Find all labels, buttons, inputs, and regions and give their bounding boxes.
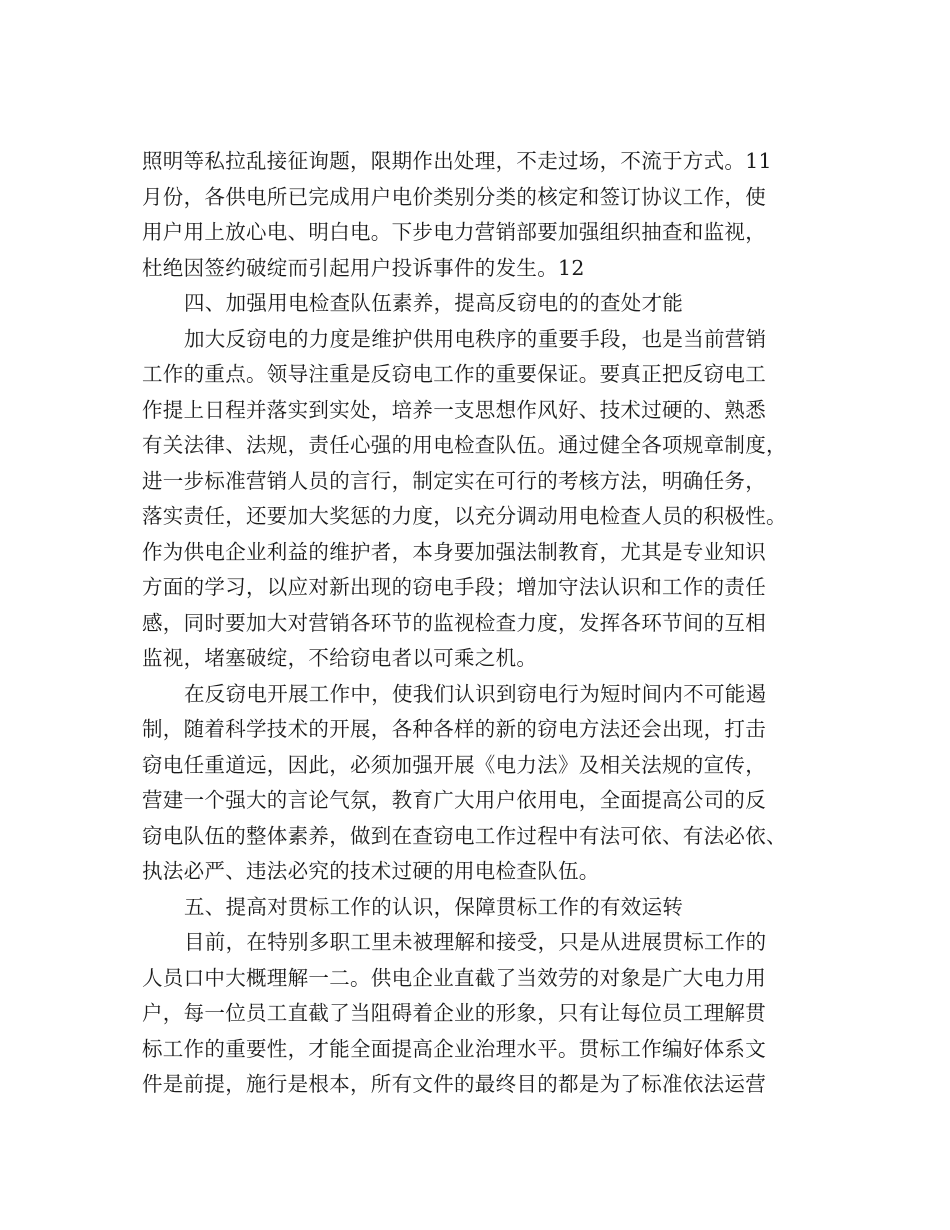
text-line: 户，每一位员工直截了当阻碍着企业的形象，只有让每位员工理解贯	[142, 1001, 766, 1025]
text-line: 监视，堵塞破绽，不给窃电者以可乘之机。	[142, 646, 538, 670]
text-line: 件是前提，施行是根本，所有文件的最终目的都是为了标准依法运营	[142, 1072, 766, 1096]
text-line: 制，随着科学技术的开展，各种各样的新的窃电方法还会出现，打击	[142, 717, 766, 741]
text-line: 执法必严、违法必究的技术过硬的用电检查队伍。	[142, 859, 600, 883]
text-line: 五、提高对贯标工作的认识，保障贯标工作的有效运转	[184, 894, 684, 919]
text-line: 人员口中大概理解一二。供电企业直截了当效劳的对象是广大电力用	[142, 965, 766, 990]
text-line: 作为供电企业利益的维护者，本身要加强法制教育，尤其是专业知识	[142, 539, 766, 564]
document-body	[142, 144, 832, 1103]
text-line: 落实责任，还要加大奖惩的力度，以充分调动用电检查人员的积极性。	[142, 504, 787, 528]
text-line: 方面的学习，以应对新出现的窃电手段；增加守法认识和工作的责任	[142, 575, 766, 599]
text-line: 用户用上放心电、明白电。下步电力营销部要加强组织抽查和监视，	[142, 220, 766, 244]
text-line: 进一步标准营销人员的言行，制定实在可行的考核方法，明确任务，	[142, 468, 766, 493]
text-line: 在反窃电开展工作中，使我们认识到窃电行为短时间内不可能遏	[184, 681, 767, 706]
text-line: 窃电队伍的整体素养，做到在查窃电工作过程中有法可依、有法必依、	[142, 823, 787, 848]
text-line: 作提上日程并落实到实处，培养一支思想作风好、技术过硬的、熟悉	[142, 397, 766, 422]
text-line: 月份，各供电所已完成用户电价类别分类的核定和签订协议工作，使	[142, 184, 766, 209]
text-line: 杜绝因签约破绽而引起用户投诉事件的发生。12	[142, 255, 585, 280]
text-line: 标工作的重要性，才能全面提高企业治理水平。贯标工作编好体系文	[142, 1036, 766, 1061]
text-line: 四、加强用电检查队伍素养，提高反窃电的的查处才能	[184, 291, 684, 315]
text-line: 窃电任重道远，因此，必须加强开展《电力法》及相关法规的宣传，	[142, 752, 766, 777]
text-line: 照明等私拉乱接征询题，限期作出处理，不走过场，不流于方式。11	[142, 149, 772, 173]
text-line: 加大反窃电的力度是维护供用电秩序的重要手段，也是当前营销	[184, 326, 767, 351]
text-line: 目前，在特别多职工里未被理解和接受，只是从进展贯标工作的	[184, 930, 767, 954]
text-line: 工作的重点。领导注重是反窃电工作的重要保证。要真正把反窃电工	[142, 362, 766, 386]
text-line: 营建一个强大的言论气氛，教育广大用户依用电，全面提高公司的反	[142, 788, 766, 812]
text-line: 有关法律、法规，责任心强的用电检查队伍。通过健全各项规章制度，	[142, 433, 787, 457]
text-line: 感，同时要加大对营销各环节的监视检查力度，发挥各环节间的互相	[142, 610, 766, 635]
